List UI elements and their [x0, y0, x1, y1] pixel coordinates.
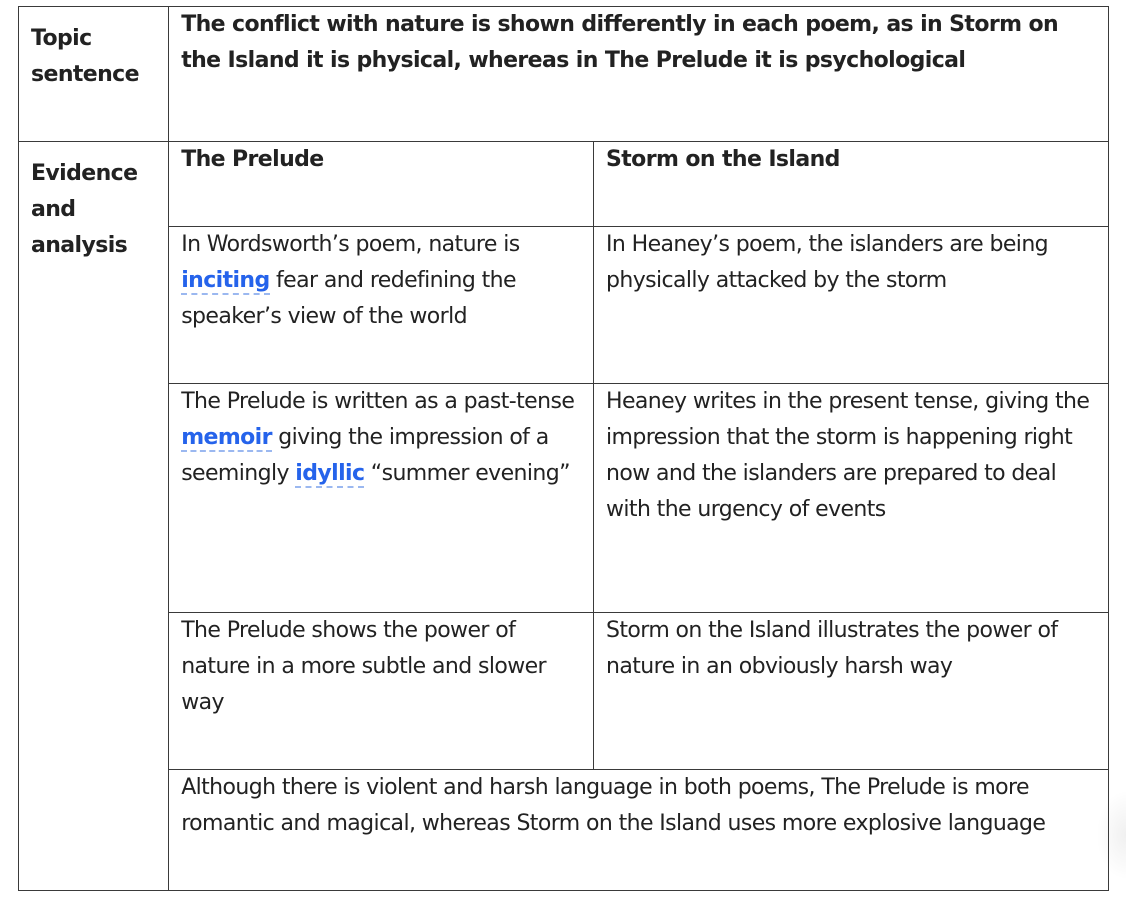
prelude-cell-2 [169, 384, 594, 613]
storm-cell-3: Storm on the Island illustrates the power of nature in an obviously harsh way [594, 613, 1109, 770]
prelude-text: “summer evening” [364, 461, 570, 486]
evidence-label: Evidence and analysis [19, 142, 169, 891]
summary-row [19, 770, 1109, 891]
storm-cell-2: Heaney writes in the present tense, giving the impression that the storm is happening right now and the islanders are prepared to deal with the urgency of events [594, 384, 1109, 613]
glossary-link-memoir[interactable]: memoir [181, 425, 272, 450]
table-row [19, 384, 1109, 613]
column-header-row [19, 142, 1109, 227]
table-row [19, 227, 1109, 384]
glossary-link-idyllic[interactable]: idyllic [295, 461, 365, 486]
prelude-cell-3: The Prelude shows the power of nature in a more subtle and slower way [169, 613, 594, 770]
table-row [19, 613, 1109, 770]
topic-label: Topic sentence [19, 7, 169, 142]
column-header-storm: Storm on the Island [594, 142, 1109, 227]
storm-cell-1: In Heaney’s poem, the islanders are being physically attacked by the storm [594, 227, 1109, 384]
comparison-table-container [18, 6, 1109, 906]
edge-shadow [1096, 790, 1126, 880]
prelude-text: In Wordsworth’s poem, nature is [181, 232, 520, 257]
prelude-text: giving the impression of a seemingly [181, 425, 549, 486]
topic-sentence: The conflict with nature is shown differently in each poem, as in Storm on the Island it is physical, whereas in The Prelude it is psychological [169, 7, 1109, 142]
topic-row [19, 7, 1109, 142]
prelude-text: The Prelude is written as a past-tense [181, 389, 575, 414]
prelude-cell-1 [169, 227, 594, 384]
glossary-link-inciting[interactable]: inciting [181, 268, 270, 293]
summary-cell: Although there is violent and harsh language in both poems, The Prelude is more romantic and magical, whereas Storm on the Island uses more explosive language [169, 770, 1109, 891]
comparison-table [18, 6, 1109, 891]
prelude-text: fear and redefining the speaker’s view of the world [181, 268, 516, 329]
column-header-prelude: The Prelude [169, 142, 594, 227]
